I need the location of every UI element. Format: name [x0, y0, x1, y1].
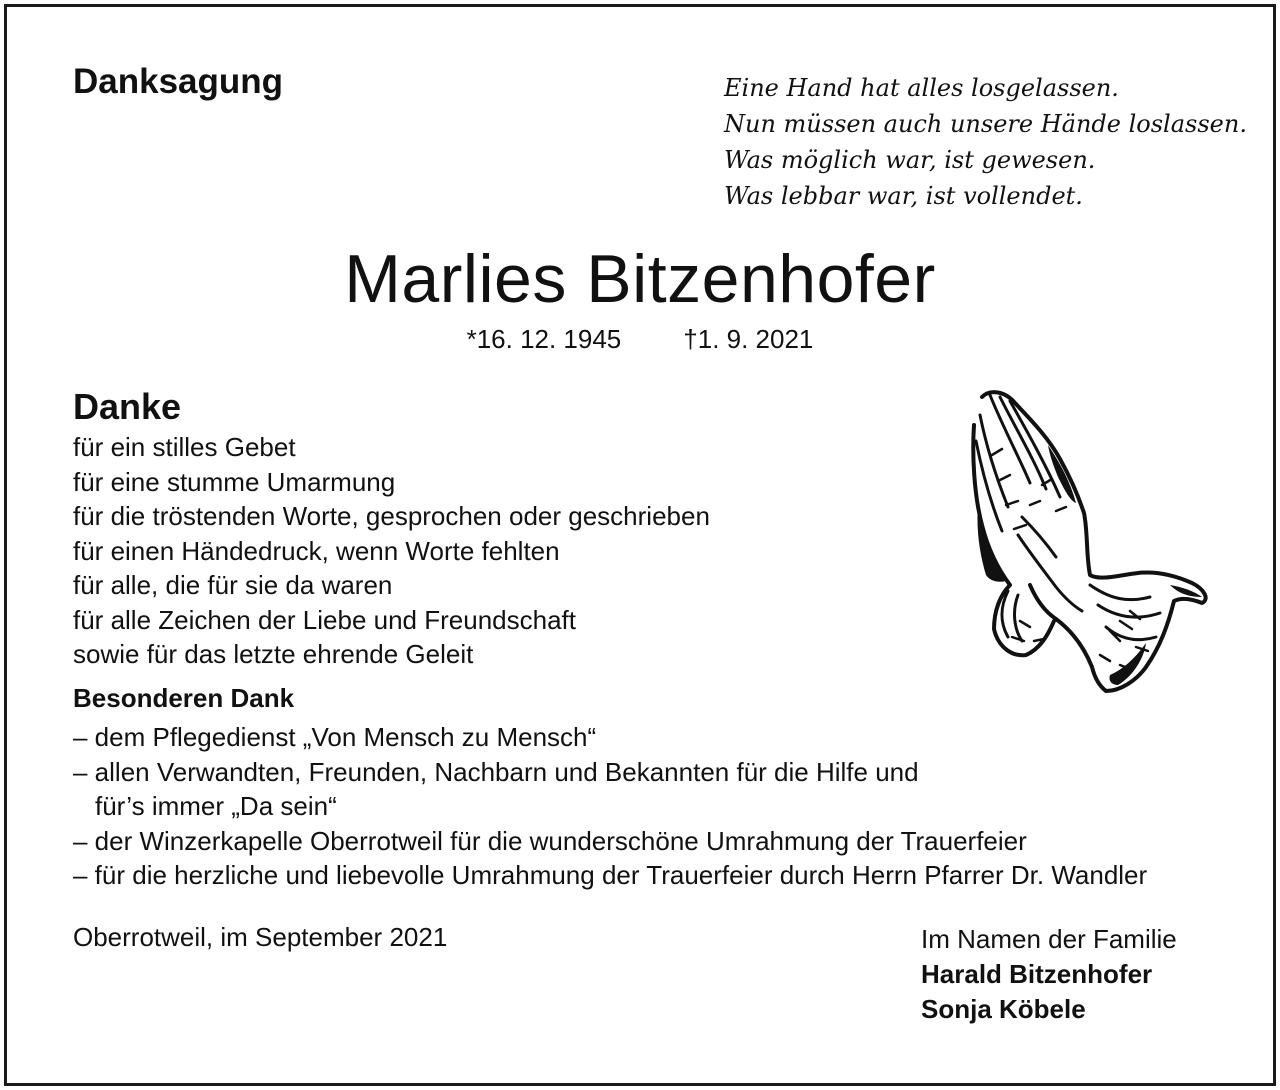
- signer-name: Sonja Köbele: [921, 994, 1086, 1024]
- thanks-line: für einen Händedruck, wenn Worte fehlten: [73, 535, 560, 566]
- on-behalf-text: Im Namen der Familie: [921, 924, 1177, 954]
- special-thanks-item: – dem Pflegedienst „Von Mensch zu Mensch“: [73, 722, 597, 752]
- thanks-title: Danke: [73, 386, 182, 427]
- thanks-line: für alle Zeichen der Liebe und Freundschaft: [73, 604, 576, 635]
- poem-line: Was lebbar war, ist vollendet.: [724, 182, 1083, 210]
- family-signature: [921, 922, 1177, 1027]
- poem-line: Was möglich war, ist gewesen.: [724, 146, 1096, 174]
- special-thanks-item: – allen Verwandten, Freunden, Nachbarn und Bekannten für die Hilfe und: [73, 756, 919, 787]
- thanks-list: [73, 430, 710, 672]
- thanks-line: sowie für das letzte ehrende Geleit: [73, 639, 474, 669]
- thanks-line: für die tröstenden Worte, gesprochen oder geschrieben: [73, 501, 710, 531]
- death-date: †1. 9. 2021: [683, 324, 814, 354]
- special-thanks-list: [73, 720, 1147, 893]
- poem-line: Nun müssen auch unsere Hände loslassen.: [724, 110, 1247, 138]
- thanks-line: für ein stilles Gebet: [73, 432, 296, 462]
- notice-heading: Danksagung: [73, 62, 284, 101]
- life-dates: [0, 324, 1280, 355]
- thanks-line: für eine stumme Umarmung: [73, 466, 396, 497]
- place-date: Oberrotweil, im September 2021: [73, 922, 448, 952]
- special-thanks-item: – für die herzliche und liebevolle Umrahmung der Trauerfeier durch Herrn Pfarrer Dr. Wandler: [73, 860, 1148, 890]
- special-thanks-item-continuation: für’s immer „Da sein“: [95, 791, 337, 821]
- special-thanks-item: – der Winzerkapelle Oberrotweil für die wunderschöne Umrahmung der Trauerfeier: [73, 825, 1027, 856]
- poem-line: Eine Hand hat alles losgelassen.: [724, 74, 1119, 102]
- birth-date: *16. 12. 1945: [466, 324, 622, 354]
- praying-hands-icon: [960, 385, 1215, 700]
- signer-name: Harald Bitzenhofer: [921, 959, 1153, 989]
- poem: [724, 70, 1247, 214]
- thanks-line: für alle, die für sie da waren: [73, 570, 393, 600]
- deceased-name: Marlies Bitzenhofer: [344, 241, 936, 317]
- special-thanks-title: Besonderen Dank: [73, 683, 295, 713]
